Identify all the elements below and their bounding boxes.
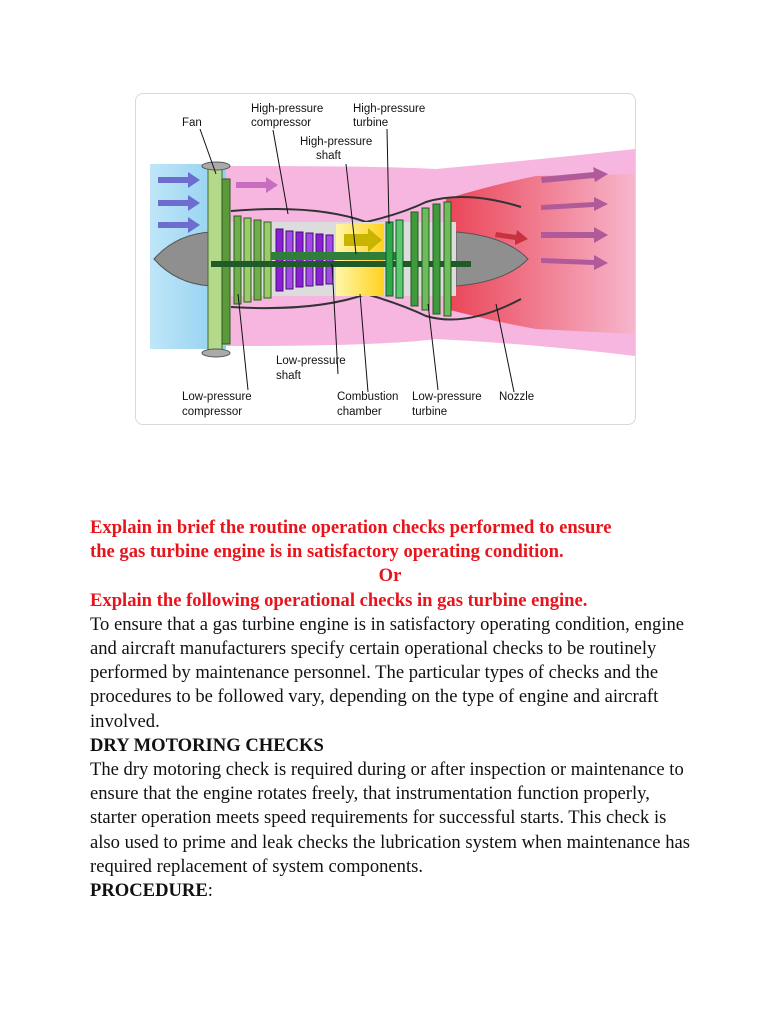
turbofan-illustration bbox=[136, 94, 635, 424]
label-nozzle: Nozzle bbox=[499, 391, 535, 403]
label-hp-compressor-2: compressor bbox=[251, 117, 312, 129]
hp-shaft bbox=[271, 252, 396, 260]
label-combustion-2: chamber bbox=[337, 406, 382, 418]
question-line-2: the gas turbine engine is in satisfactory operating condition. bbox=[90, 541, 564, 563]
label-lp-shaft-1: Low-pressure bbox=[276, 355, 346, 367]
label-lp-compressor-2: compressor bbox=[182, 406, 243, 418]
label-hp-shaft-2: shaft bbox=[316, 150, 341, 162]
document-body bbox=[90, 516, 690, 903]
or-separator: Or bbox=[378, 565, 402, 587]
label-hp-compressor-1: High-pressure bbox=[251, 103, 324, 115]
question-line-1: Explain in brief the routine operation checks performed to ensure bbox=[90, 517, 612, 538]
section-heading-dry-motoring: DRY MOTORING CHECKS bbox=[90, 734, 324, 756]
label-hp-turbine-2: turbine bbox=[353, 117, 389, 129]
label-hp-shaft-1: High-pressure bbox=[300, 136, 373, 148]
lp-shaft bbox=[211, 261, 471, 267]
dry-motoring-paragraph: The dry motoring check is required during or after inspection or maintenance to ensure that the engine rotates freely, that instrumentation function properly, starter operation meets speed requirements for successful starts. This check is also used to prime and leak checks the lubrication system when maintenance has required replacement of system components. bbox=[90, 759, 690, 877]
question-alternative: Explain the following operational checks in gas turbine engine. bbox=[90, 589, 588, 611]
label-lp-shaft-2: shaft bbox=[276, 370, 301, 382]
engine-diagram bbox=[135, 93, 636, 425]
label-lp-compressor-1: Low-pressure bbox=[182, 391, 252, 403]
intake-arrows bbox=[158, 172, 200, 233]
label-lp-turbine-1: Low-pressure bbox=[412, 391, 482, 403]
label-combustion-1: Combustion bbox=[337, 391, 399, 403]
procedure-line bbox=[90, 879, 690, 903]
label-lp-turbine-2: turbine bbox=[412, 406, 448, 418]
procedure-label: PROCEDURE bbox=[90, 880, 208, 902]
intro-paragraph: To ensure that a gas turbine engine is in satisfactory operating condition, engine and aircraft manufacturers specify certain operational checks to be routinely performed by maintenance personnel. The particular types of checks and the procedures to be followed vary, depending on the type of engine and aircraft involved. bbox=[90, 613, 685, 732]
label-hp-turbine-1: High-pressure bbox=[353, 103, 426, 115]
procedure-colon: : bbox=[207, 880, 213, 902]
label-fan: Fan bbox=[182, 117, 202, 129]
